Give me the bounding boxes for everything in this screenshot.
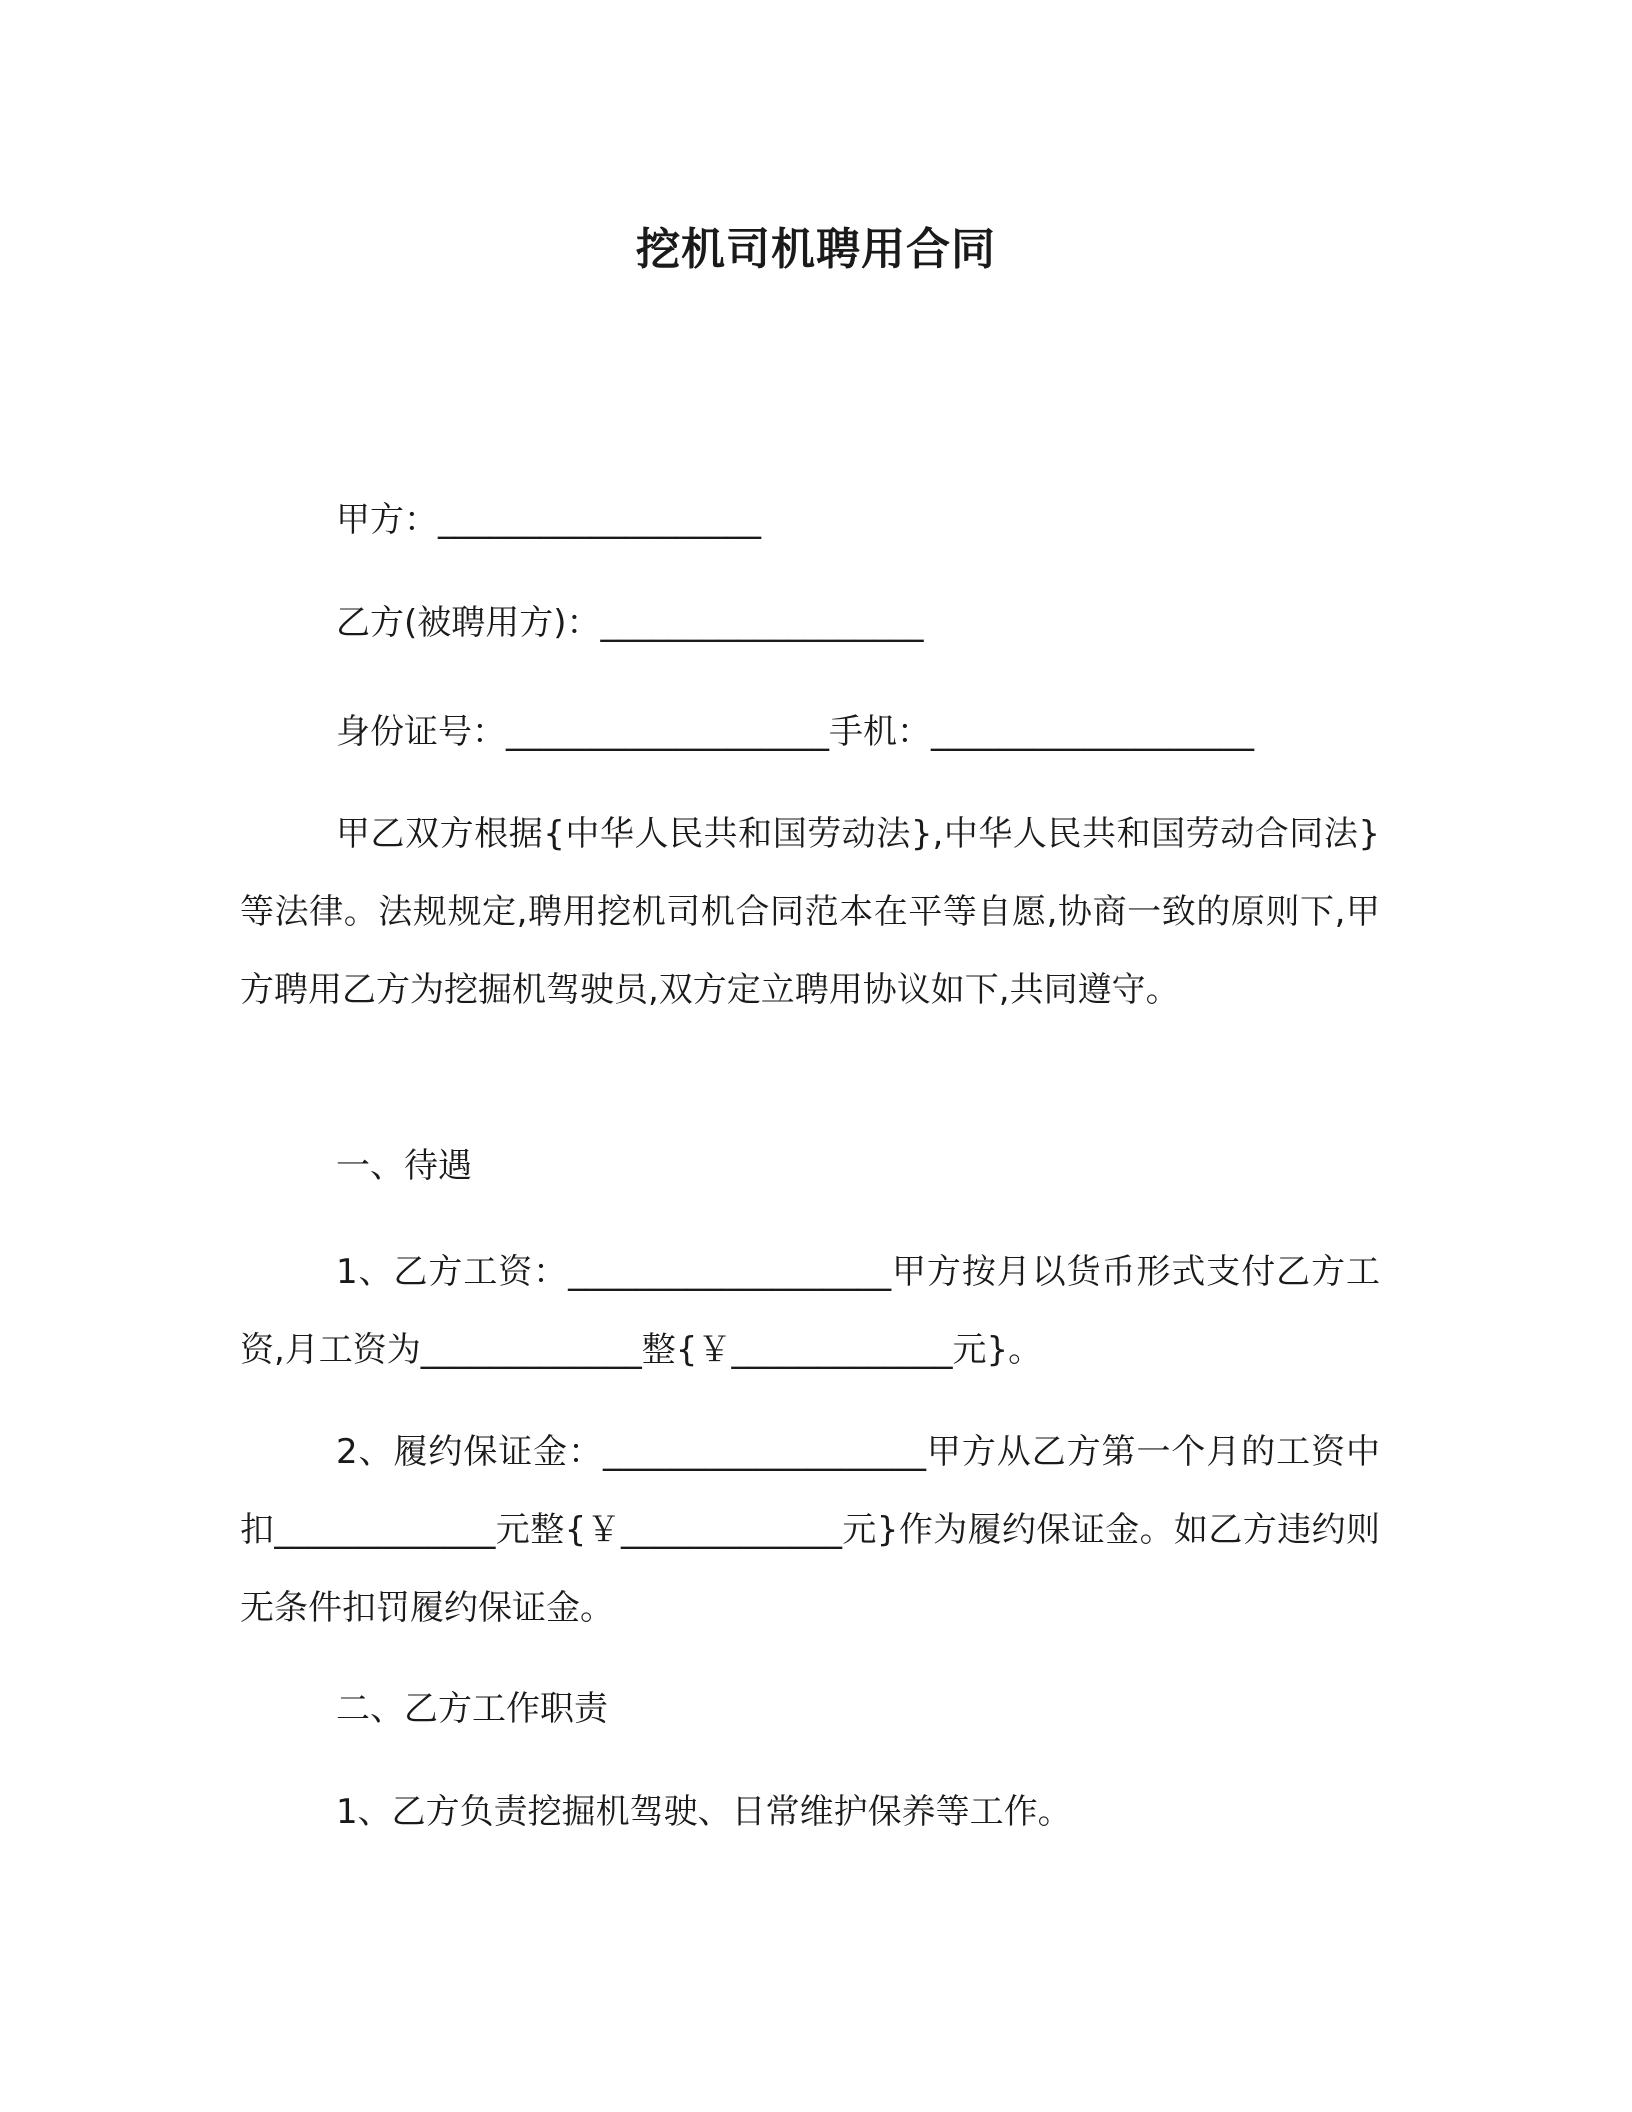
section-1-item-2: 2、履约保证金：___________________甲方从乙方第一个月的工资中扣_____________元整{￥_____________元}作为履约保证金。如乙方违约则无条件扣罚履约保证金。	[240, 1432, 1380, 1628]
section-1-item-1: 1、乙方工资：___________________甲方按月以货币形式支付乙方工资,月工资为_____________整{￥_____________元}。	[240, 1252, 1380, 1370]
party-b-line: 乙方(被聘用方)：___________________	[336, 603, 924, 643]
party-a-line: 甲方：___________________	[336, 500, 761, 540]
preamble-paragraph: 甲乙双方根据{中华人民共和国劳动法},中华人民共和国劳动合同法}等法律。法规规定,聘用挖机司机合同范本在平等自愿,协商一致的原则下,甲方聘用乙方为挖掘机驾驶员,双方定立聘用协议如下,共同遵守。	[240, 814, 1380, 1010]
document-title: 挖机司机聘用合同	[636, 224, 996, 275]
id-phone-line: 身份证号：___________________手机：___________________	[336, 712, 1254, 752]
section-2-item-1: 1、乙方负责挖掘机驾驶、日常维护保养等工作。	[336, 1792, 1072, 1832]
section-2-heading: 二、乙方工作职责	[336, 1689, 608, 1729]
section-1-heading: 一、待遇	[336, 1146, 472, 1186]
